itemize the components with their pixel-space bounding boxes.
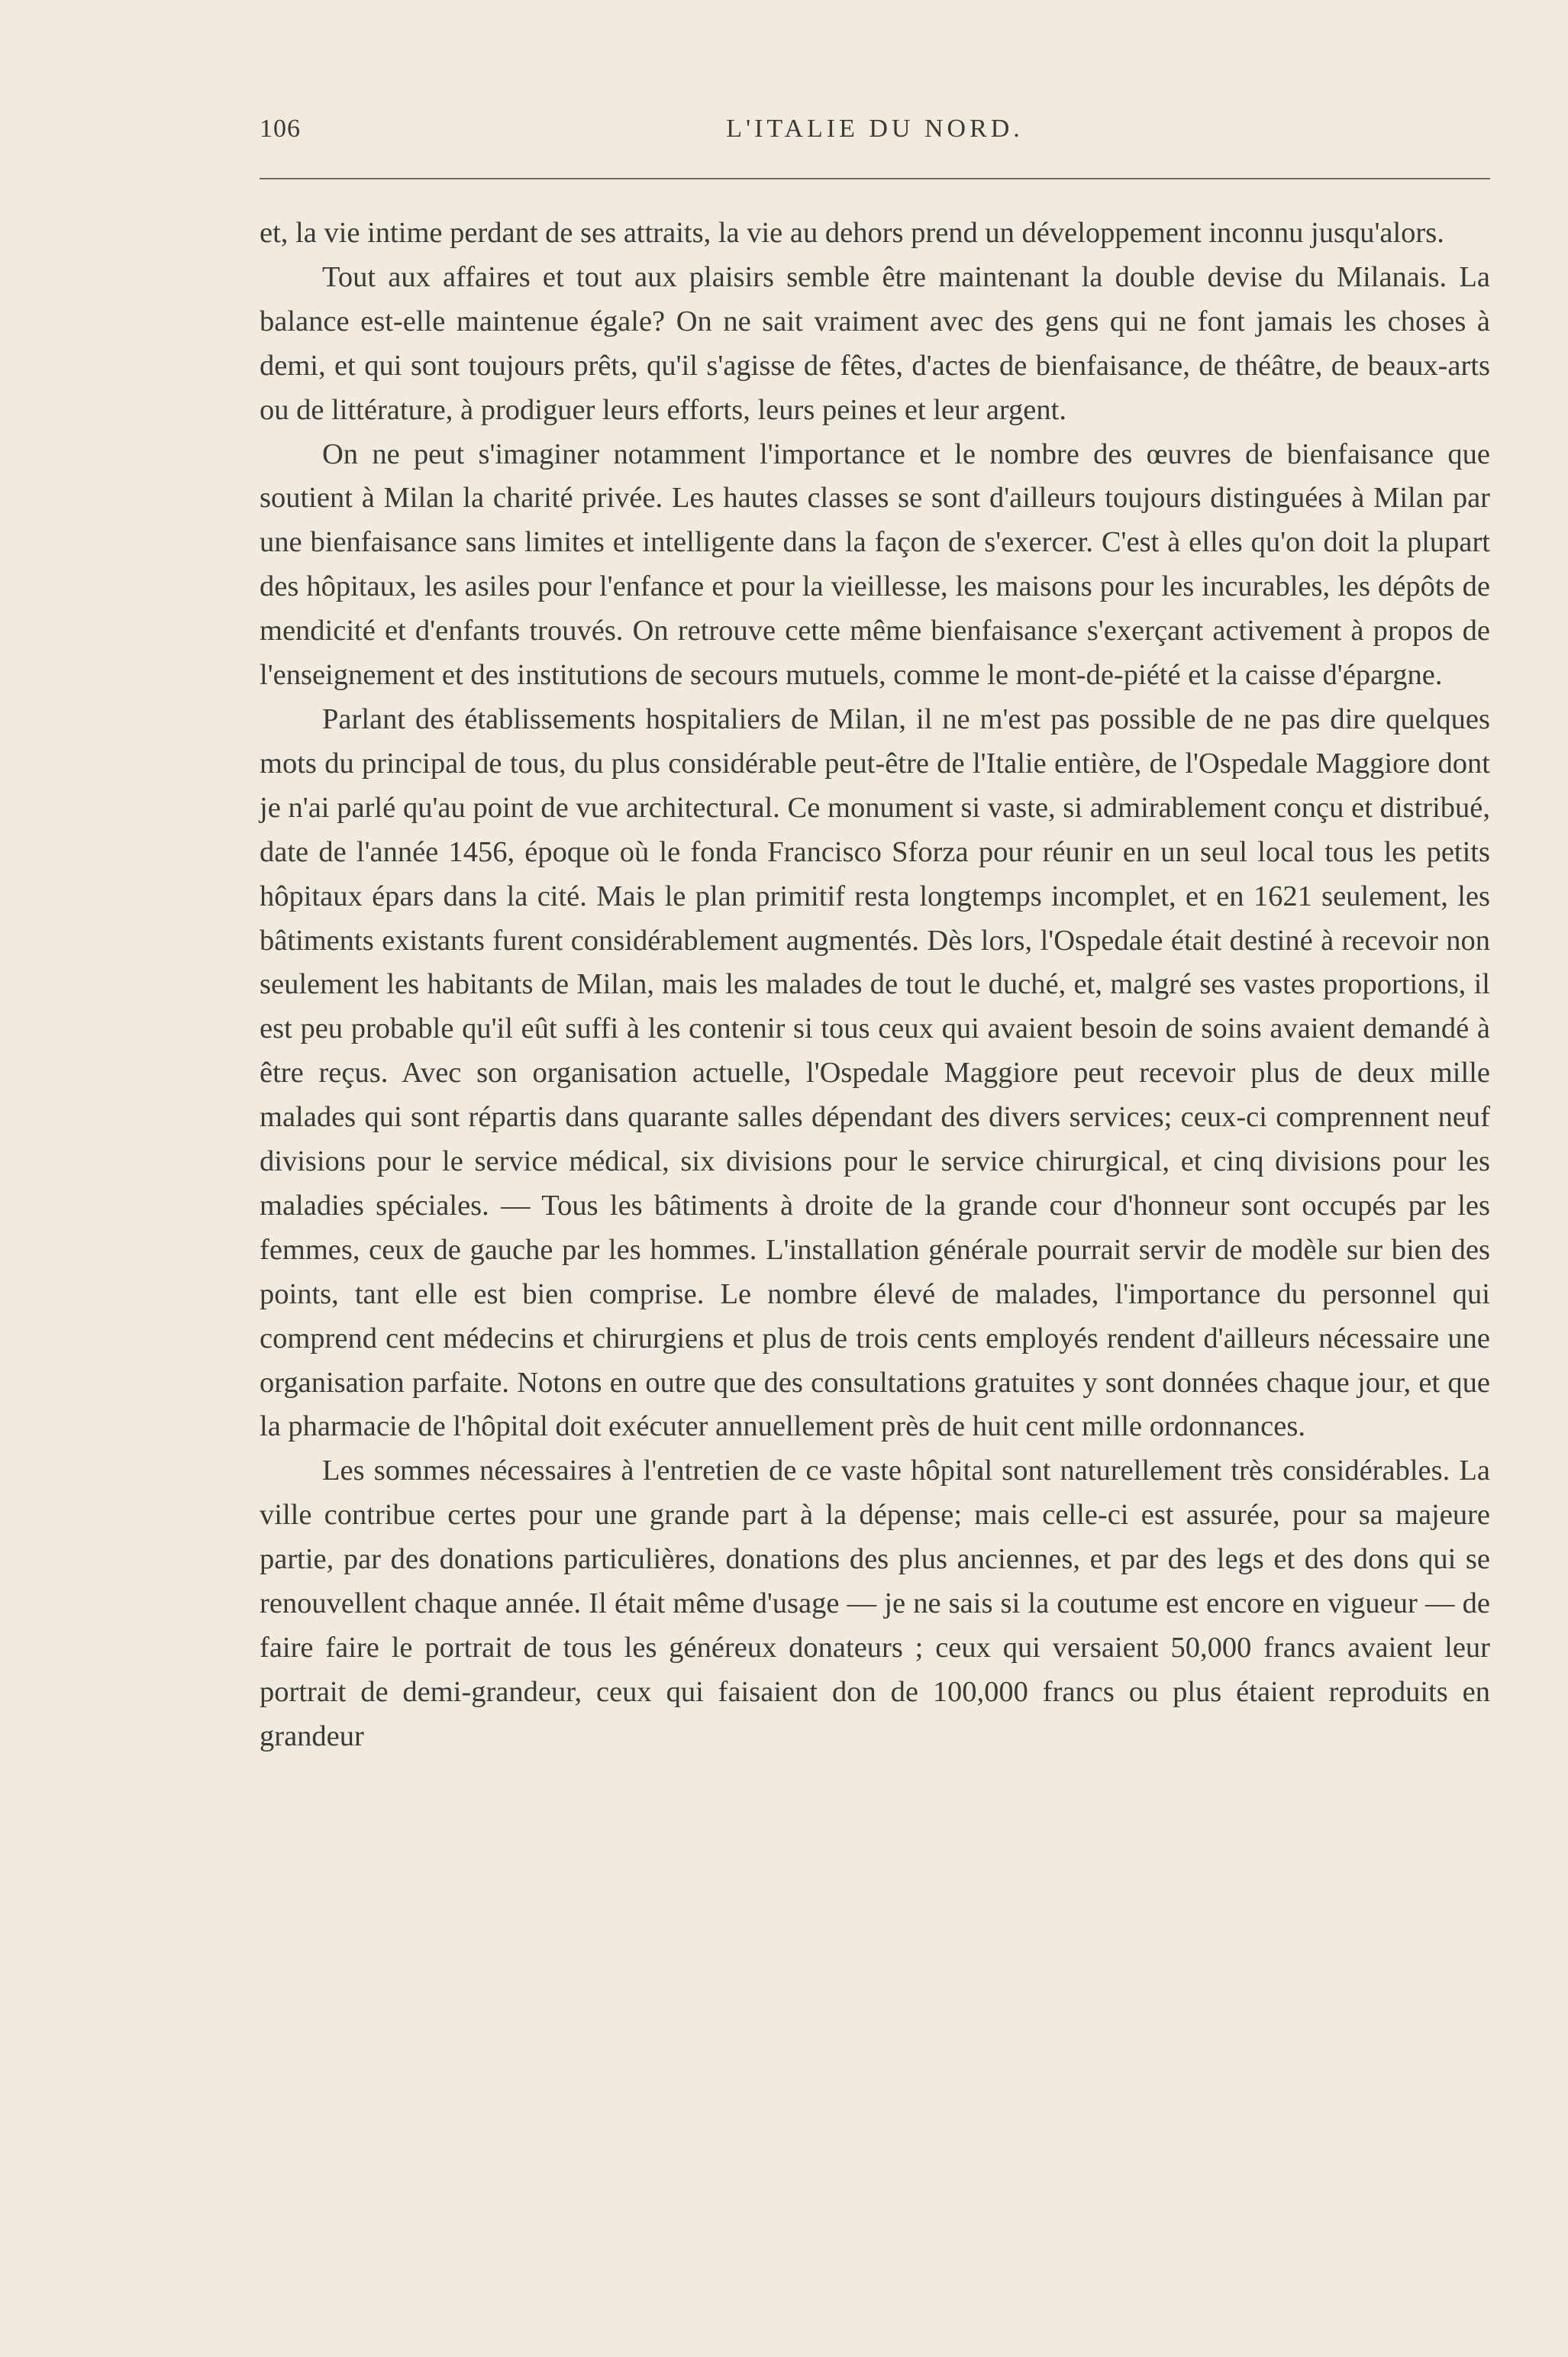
paragraph: Parlant des établissements hospitaliers de Milan, il ne m'est pas possible de ne pas dire quelques mots du principal de tous, du plus considérable peut-être de l'Italie entière, de l'Ospedale Maggiore dont je n'ai parlé qu'au point de vue architectural. Ce monument si vaste, si admirablement conçu et distribué, date de l'année 1456, époque où le fonda Francisco Sforza pour réunir en un seul local tous les petits hôpitaux épars dans la cité. Mais le plan primitif resta longtemps incomplet, et en 1621 seulement, les bâtiments existants furent considérablement augmentés. Dès lors, l'Ospedale était destiné à recevoir non seulement les habitants de Milan, mais les malades de tout le duché, et, malgré ses vastes proportions, il est peu probable qu'il eût suffi à les contenir si tous ceux qui avaient besoin de soins avaient demandé à être reçus. Avec son organisation actuelle, l'Ospedale Maggiore peut recevoir plus de deux mille malades qui sont répartis dans quarante salles dépendant des divers services; ceux-ci comprennent neuf divisions pour le service médical, six divisions pour le service chirurgical, et cinq divisions pour les maladies spéciales. — Tous les bâtiments à droite de la grande cour d'honneur sont occupés par les femmes, ceux de gauche par les hommes. L'installation générale pourrait servir de modèle sur bien des points, tant elle est bien comprise. Le nombre élevé de malades, l'importance du personnel qui comprend cent médecins et chirurgiens et plus de trois cents employés rendent d'ailleurs nécessaire une organisation parfaite. Notons en outre que des consultations gratuites y sont données chaque jour, et que la pharmacie de l'hôpital doit exécuter annuellement près de huit cent mille ordonnances. (260, 702, 1490, 1443)
header-rule (260, 178, 1490, 179)
paragraph: et, la vie intime perdant de ses attraits, la vie au dehors prend un développement inconnu jusqu'alors. (260, 217, 1444, 249)
paragraph: On ne peut s'imaginer notamment l'importance et le nombre des œuvres de bienfaisance que soutient à Milan la charité privée. Les hautes classes se sont d'ailleurs toujours distinguées à Milan par une bienfaisance sans limites et intelligente dans la façon de s'exercer. C'est à elles qu'on doit la plupart des hôpitaux, les asiles pour l'enfance et pour la vieillesse, les maisons pour les incurables, les dépôts de mendicité et d'enfants trouvés. On retrouve cette même bienfaisance s'exerçant activement à propos de l'enseignement et des institutions de secours mutuels, comme le mont-de-piété et la caisse d'épargne. (260, 437, 1490, 692)
page-number: 106 (260, 115, 301, 143)
body-text (260, 211, 1490, 1759)
running-title: L'ITALIE DU NORD. (726, 115, 1024, 143)
page-header (260, 115, 1490, 153)
paragraph: Tout aux affaires et tout aux plaisirs semble être maintenant la double devise du Milanais. La balance est-elle maintenue égale? On ne sait vraiment avec des gens qui ne font jamais les choses à demi, et qui sont toujours prêts, qu'il s'agisse de fêtes, d'actes de bienfaisance, de théâtre, de beaux-arts ou de littérature, à prodiguer leurs efforts, leurs peines et leur argent. (260, 260, 1490, 426)
paragraph: Les sommes nécessaires à l'entretien de ce vaste hôpital sont naturellement très considérables. La ville contribue certes pour une grande part à la dépense; mais celle-ci est assurée, pour sa majeure partie, par des donations particulières, donations des plus anciennes, et par des legs et des dons qui se renouvellent chaque année. Il était même d'usage — je ne sais si la coutume est encore en vigueur — de faire faire le portrait de tous les généreux donateurs ; ceux qui versaient 50,000 francs avaient leur portrait de demi-grandeur, ceux qui faisaient don de 100,000 francs ou plus étaient reproduits en grandeur (260, 1455, 1490, 1752)
